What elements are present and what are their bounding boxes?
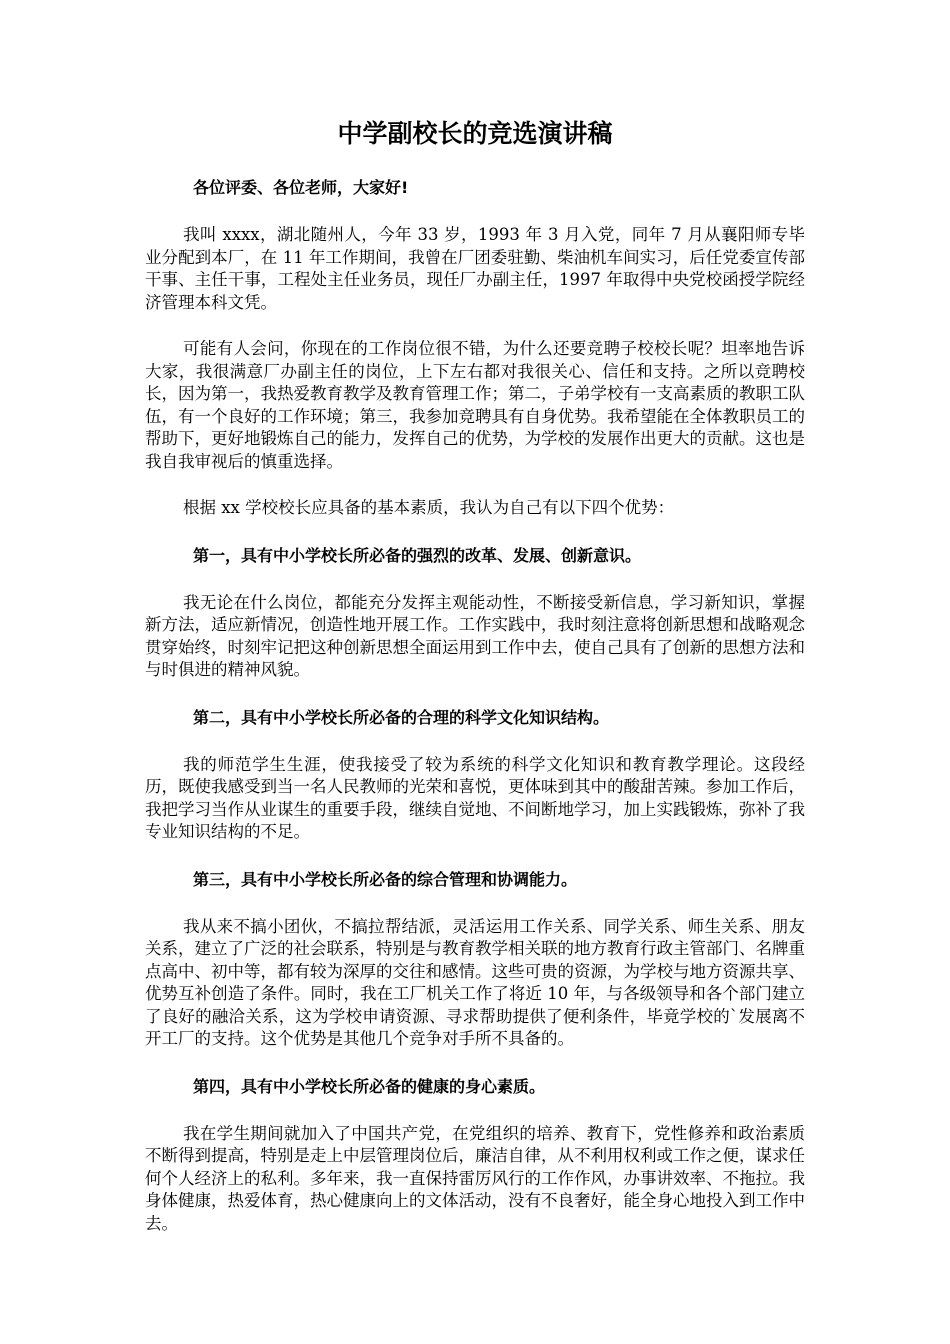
section-heading-4: 第四，具有中小学校长所必备的健康的身心素质。 — [193, 1076, 546, 1096]
section-body-2: 我的师范学生生涯，使我接受了较为系统的科学文化知识和教育教学理论。这段经历，既使我感受到当一名人民教师的光荣和喜悦，更体味到其中的酸甜苦辣。参加工作后，我把学习当作从业谋生的重要手段，继续自觉地、不间断地学习，加上实践锻炼，弥补了我专业知识结构的不足。 — [145, 754, 805, 841]
section-body-1: 我无论在什么岗位，都能充分发挥主观能动性，不断接受新信息，学习新知识，掌握新方法，适应新情况，创造性地开展工作。工作实践中，我时刻注意将创新思想和战略观念贯穿始终，时刻牢记把这种创新思想全面运用到工作中去，使自己具有了创新的思想方法和与时俱进的精神风貌。 — [145, 592, 805, 679]
section-body-3: 我从来不搞小团伙，不搞拉帮结派，灵活运用工作关系、同学关系、师生关系、朋友关系，建立了广泛的社会联系，特别是与教育教学相关联的地方教育行政主管部门、名牌重点高中、初中等，都有较为深厚的交往和感情。这些可贵的资源，为学校与地方资源共享、优势互补创造了条件。同时，我在工厂机关工作了将近 10 年，与各级领导和各个部门建立了良好的融洽关系，这为学校申请资源、寻求帮助提供了便利条件，毕竟学校的`发展离不开工厂的支持。这个优势是其他几个竞争对手所不具备的。 — [145, 916, 805, 1048]
document-title: 中学副校长的竞选演讲稿 — [337, 119, 613, 148]
paragraph-introduction: 我叫 xxxx，湖北随州人，今年 33 岁，1993 年 3 月入党，同年 7 月从襄阳师专毕业分配到本厂，在 11 年工作期间，我曾在厂团委驻勤、柴油机车间实习，后任党委宣传部干事、主任干事，工程处主任业务员，现任厂办副主任，1997 年取得中央党校函授学院经济管理本科文凭。 — [145, 225, 805, 312]
section-heading-2: 第二，具有中小学校长所必备的合理的科学文化知识结构。 — [193, 707, 610, 727]
paragraph-motivation: 可能有人会问，你现在的工作岗位很不错，为什么还要竞聘子校校长呢？坦率地告诉大家，我很满意厂办副主任的岗位，上下左右都对我很关心、信任和支持。之所以竞聘校长，因为第一，我热爱教育教学及教育管理工作；第二，子弟学校有一支高素质的教职工队伍，有一个良好的工作环境；第三，我参加竞聘具有自身优势。我希望能在全体教职员工的帮助下，更好地锻炼自己的能力，发挥自己的优势，为学校的发展作出更大的贡献。这也是我自我审视后的慎重选择。 — [145, 339, 805, 471]
section-heading-1: 第一，具有中小学校长所必备的强烈的改革、发展、创新意识。 — [193, 545, 642, 565]
section-heading-3: 第三，具有中小学校长所必备的综合管理和协调能力。 — [193, 869, 578, 889]
greeting: 各位评委、各位老师，大家好! — [193, 178, 409, 197]
paragraph-advantages-intro: 根据 xx 学校校长应具备的基本素质，我认为自己有以下四个优势： — [183, 498, 675, 517]
document-body — [145, 112, 805, 1259]
section-body-4: 我在学生期间就加入了中国共产党，在党组织的培养、教育下，党性修养和政治素质不断得到提高，特别是走上中层管理岗位后，廉洁自律，从不利用权利或工作之便，谋求任何个人经济上的私利。多年来，我一直保持雷厉风行的工作作风，办事讲效率、不拖拉。我身体健康，热爱体育，热心健康向上的文体活动，没有不良奢好，能全身心地投入到工作中去。 — [145, 1123, 805, 1233]
